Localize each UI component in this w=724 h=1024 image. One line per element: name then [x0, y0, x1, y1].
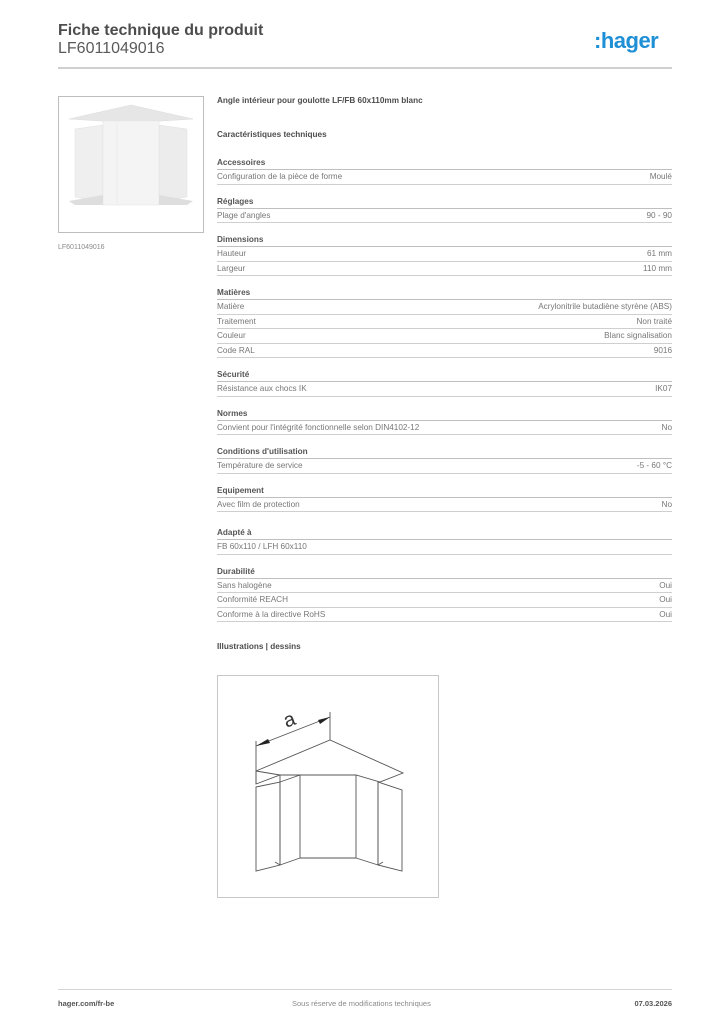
spec-label: Largeur: [217, 263, 246, 273]
spec-label: Code RAL: [217, 345, 255, 355]
spec-value: Oui: [659, 609, 672, 619]
adapted-to-group: [217, 526, 672, 555]
spec-row: [217, 209, 672, 224]
spec-row: [217, 579, 672, 594]
spec-group-conditions: [217, 445, 672, 474]
spec-row: [217, 315, 672, 330]
group-title: Dimensions: [217, 233, 672, 247]
spec-value: 9016: [653, 345, 672, 355]
group-title: Matières: [217, 286, 672, 300]
spec-value: Acrylonitrile butadiène styrène (ABS): [538, 302, 672, 311]
spec-value: Oui: [659, 580, 672, 590]
group-title: Réglages: [217, 195, 672, 209]
spec-row: [217, 421, 672, 436]
spec-row: [217, 540, 672, 555]
spec-value: Blanc signalisation: [604, 331, 672, 340]
footer-date: 07.03.2026: [634, 999, 672, 1008]
page-title: Fiche technique du produit: [58, 22, 264, 39]
spec-label: Conforme à la directive RoHS: [217, 609, 326, 619]
technical-drawing: [217, 675, 439, 898]
spec-label: Plage d'angles: [217, 210, 271, 220]
spec-group-accessoires: [217, 156, 672, 185]
spec-label: Convient pour l'intégrité fonctionnelle selon DIN4102-12: [217, 422, 420, 432]
spec-value: 61 mm: [646, 249, 672, 258]
spec-group-equipement: [217, 484, 672, 513]
spec-label: Hauteur: [217, 249, 247, 258]
spec-label: Température de service: [217, 461, 303, 470]
footer-website[interactable]: hager.com/fr-be: [58, 999, 115, 1008]
group-title: Equipement: [217, 484, 672, 498]
header-divider: [58, 67, 672, 69]
group-title: Durabilité: [217, 565, 672, 579]
spec-label: Avec film de protection: [217, 499, 300, 509]
group-title: Adapté à: [217, 526, 672, 540]
spec-label: Conformité REACH: [217, 595, 288, 604]
product-photo-icon: [59, 97, 203, 232]
footer-divider: [58, 989, 672, 990]
dimension-label: a: [280, 707, 299, 733]
spec-row: [217, 300, 672, 315]
spec-value: -5 - 60 °C: [636, 461, 672, 470]
spec-row: [217, 498, 672, 513]
group-title: Conditions d'utilisation: [217, 445, 672, 459]
spec-row: [217, 382, 672, 397]
spec-value: Non traité: [636, 316, 672, 326]
spec-group-reglages: [217, 195, 672, 224]
spec-group-matieres: [217, 286, 672, 358]
spec-row: [217, 262, 672, 277]
spec-row: [217, 170, 672, 185]
spec-label: Matière: [217, 302, 245, 311]
spec-row: [217, 593, 672, 608]
group-title: Accessoires: [217, 156, 672, 170]
product-code: LF6011049016: [58, 40, 165, 57]
spec-group-securite: [217, 368, 672, 397]
hager-logo: :hager: [594, 28, 659, 53]
spec-label: Résistance aux chocs IK: [217, 384, 307, 393]
illustrations-title: Illustrations | dessins: [217, 642, 301, 651]
spec-row: [217, 608, 672, 623]
spec-value: Oui: [659, 595, 672, 604]
product-image: [58, 96, 204, 233]
spec-value: No: [661, 422, 672, 432]
group-title: Sécurité: [217, 368, 672, 382]
spec-value: IK07: [655, 384, 672, 393]
specs-title: Caractéristiques techniques: [217, 130, 327, 139]
spec-group-dimensions: [217, 233, 672, 276]
spec-label: Sans halogène: [217, 580, 272, 590]
footer-notice: Sous réserve de modifications techniques: [292, 999, 431, 1008]
spec-label: Traitement: [217, 316, 256, 326]
spec-label: Couleur: [217, 331, 246, 340]
spec-value: Moulé: [649, 172, 672, 181]
spec-row: [217, 344, 672, 359]
group-title: Normes: [217, 407, 672, 421]
spec-label: Configuration de la pièce de forme: [217, 172, 343, 181]
technical-specs: [217, 96, 672, 658]
adapted-value: FB 60x110 / LFH 60x110: [217, 542, 307, 551]
product-image-caption: LF6011049016: [58, 244, 105, 251]
durability-group: [217, 565, 672, 623]
spec-value: 110 mm: [643, 263, 672, 273]
spec-value: 90 - 90: [646, 210, 672, 220]
inner-angle-drawing-icon: [218, 676, 438, 897]
spec-row: [217, 329, 672, 344]
spec-row: [217, 247, 672, 262]
spec-group-normes: [217, 407, 672, 436]
spec-value: No: [661, 499, 672, 509]
product-description: Angle intérieur pour goulotte LF/FB 60x110mm blanc: [217, 96, 423, 105]
spec-row: [217, 459, 672, 474]
